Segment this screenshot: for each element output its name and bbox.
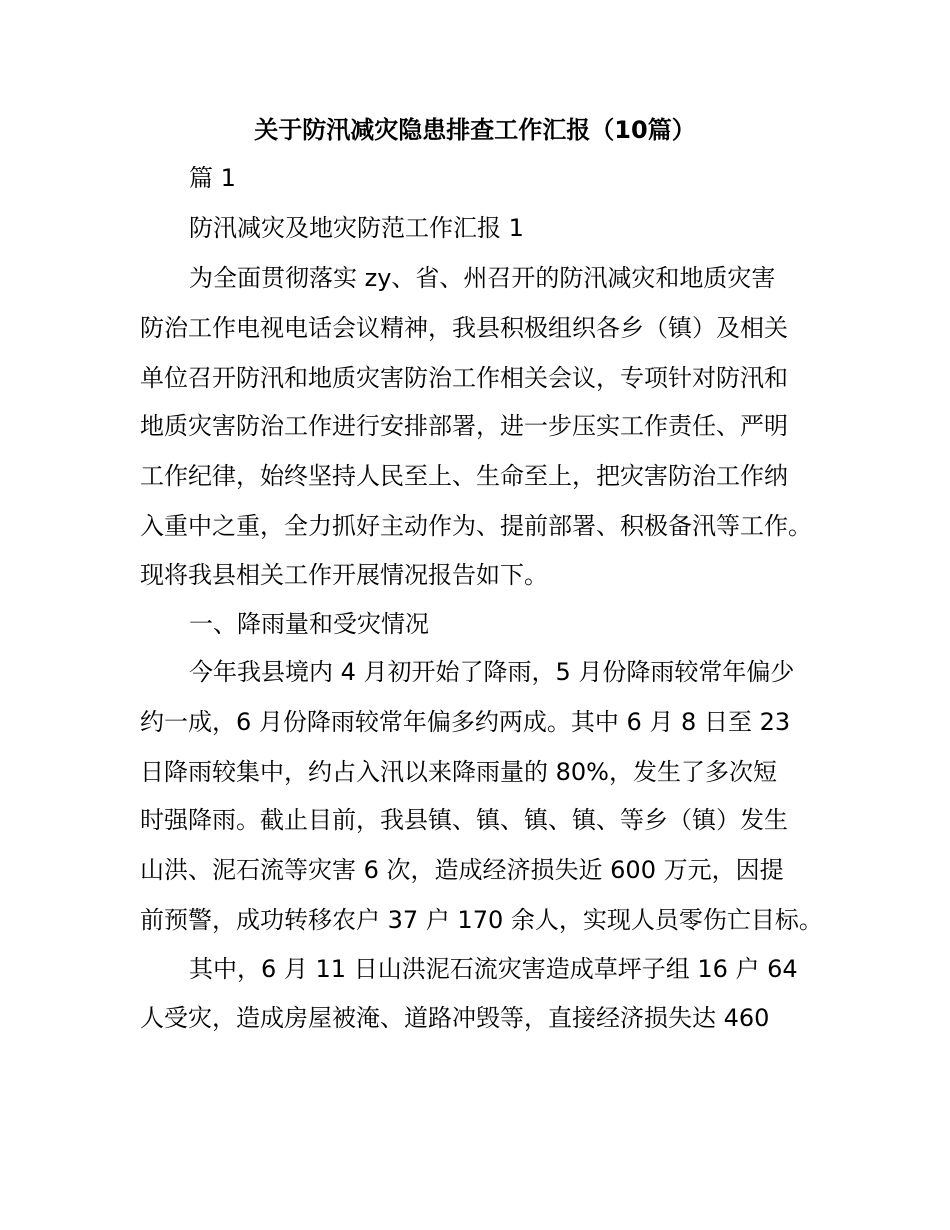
section-label: 篇 1 <box>189 164 236 192</box>
paragraph-line: 人受灾，造成房屋被淹、道路冲毁等，直接经济损失达 460 <box>140 1004 770 1032</box>
section-heading: 一、降雨量和受灾情况 <box>189 610 429 638</box>
paragraph-line: 日降雨较集中，约占入汛以来降雨量的 80%，发生了多次短 <box>140 758 777 786</box>
paragraph-line: 山洪、泥石流等灾害 6 次，造成经济损失近 600 万元，因提 <box>140 856 784 884</box>
paragraph-line: 约一成，6 月份降雨较常年偏多约两成。其中 6 月 8 日至 23 <box>140 708 791 736</box>
subsection-title: 防汛减灾及地灾防范工作汇报 1 <box>189 214 524 242</box>
paragraph-line: 今年我县境内 4 月初开始了降雨，5 月份降雨较常年偏少 <box>189 658 795 686</box>
paragraph-line: 为全面贯彻落实 zy、省、州召开的防汛减灾和地质灾害 <box>189 264 776 292</box>
paragraph-line: 前预警，成功转移农户 37 户 170 余人，实现人员零伤亡目标。 <box>140 906 823 934</box>
paragraph-line: 现将我县相关工作开展情况报告如下。 <box>140 561 548 589</box>
paragraph-line: 入重中之重，全力抓好主动作为、提前部署、积极备汛等工作。 <box>140 512 812 540</box>
document-title: 关于防汛减灾隐患排查工作汇报（10篇） <box>254 116 696 144</box>
paragraph-line: 地质灾害防治工作进行安排部署，进一步压实工作责任、严明 <box>140 412 788 440</box>
paragraph-line: 单位召开防汛和地质灾害防治工作相关会议，专项针对防汛和 <box>140 364 788 392</box>
paragraph-line: 工作纪律，始终坚持人民至上、生命至上，把灾害防治工作纳 <box>140 462 788 490</box>
paragraph-line: 防治工作电视电话会议精神，我县积极组织各乡（镇）及相关 <box>140 314 788 342</box>
paragraph-line: 其中，6 月 11 日山洪泥石流灾害造成草坪子组 16 户 64 <box>189 955 798 983</box>
paragraph-line: 时强降雨。截止目前，我县镇、镇、镇、镇、等乡（镇）发生 <box>140 806 788 834</box>
